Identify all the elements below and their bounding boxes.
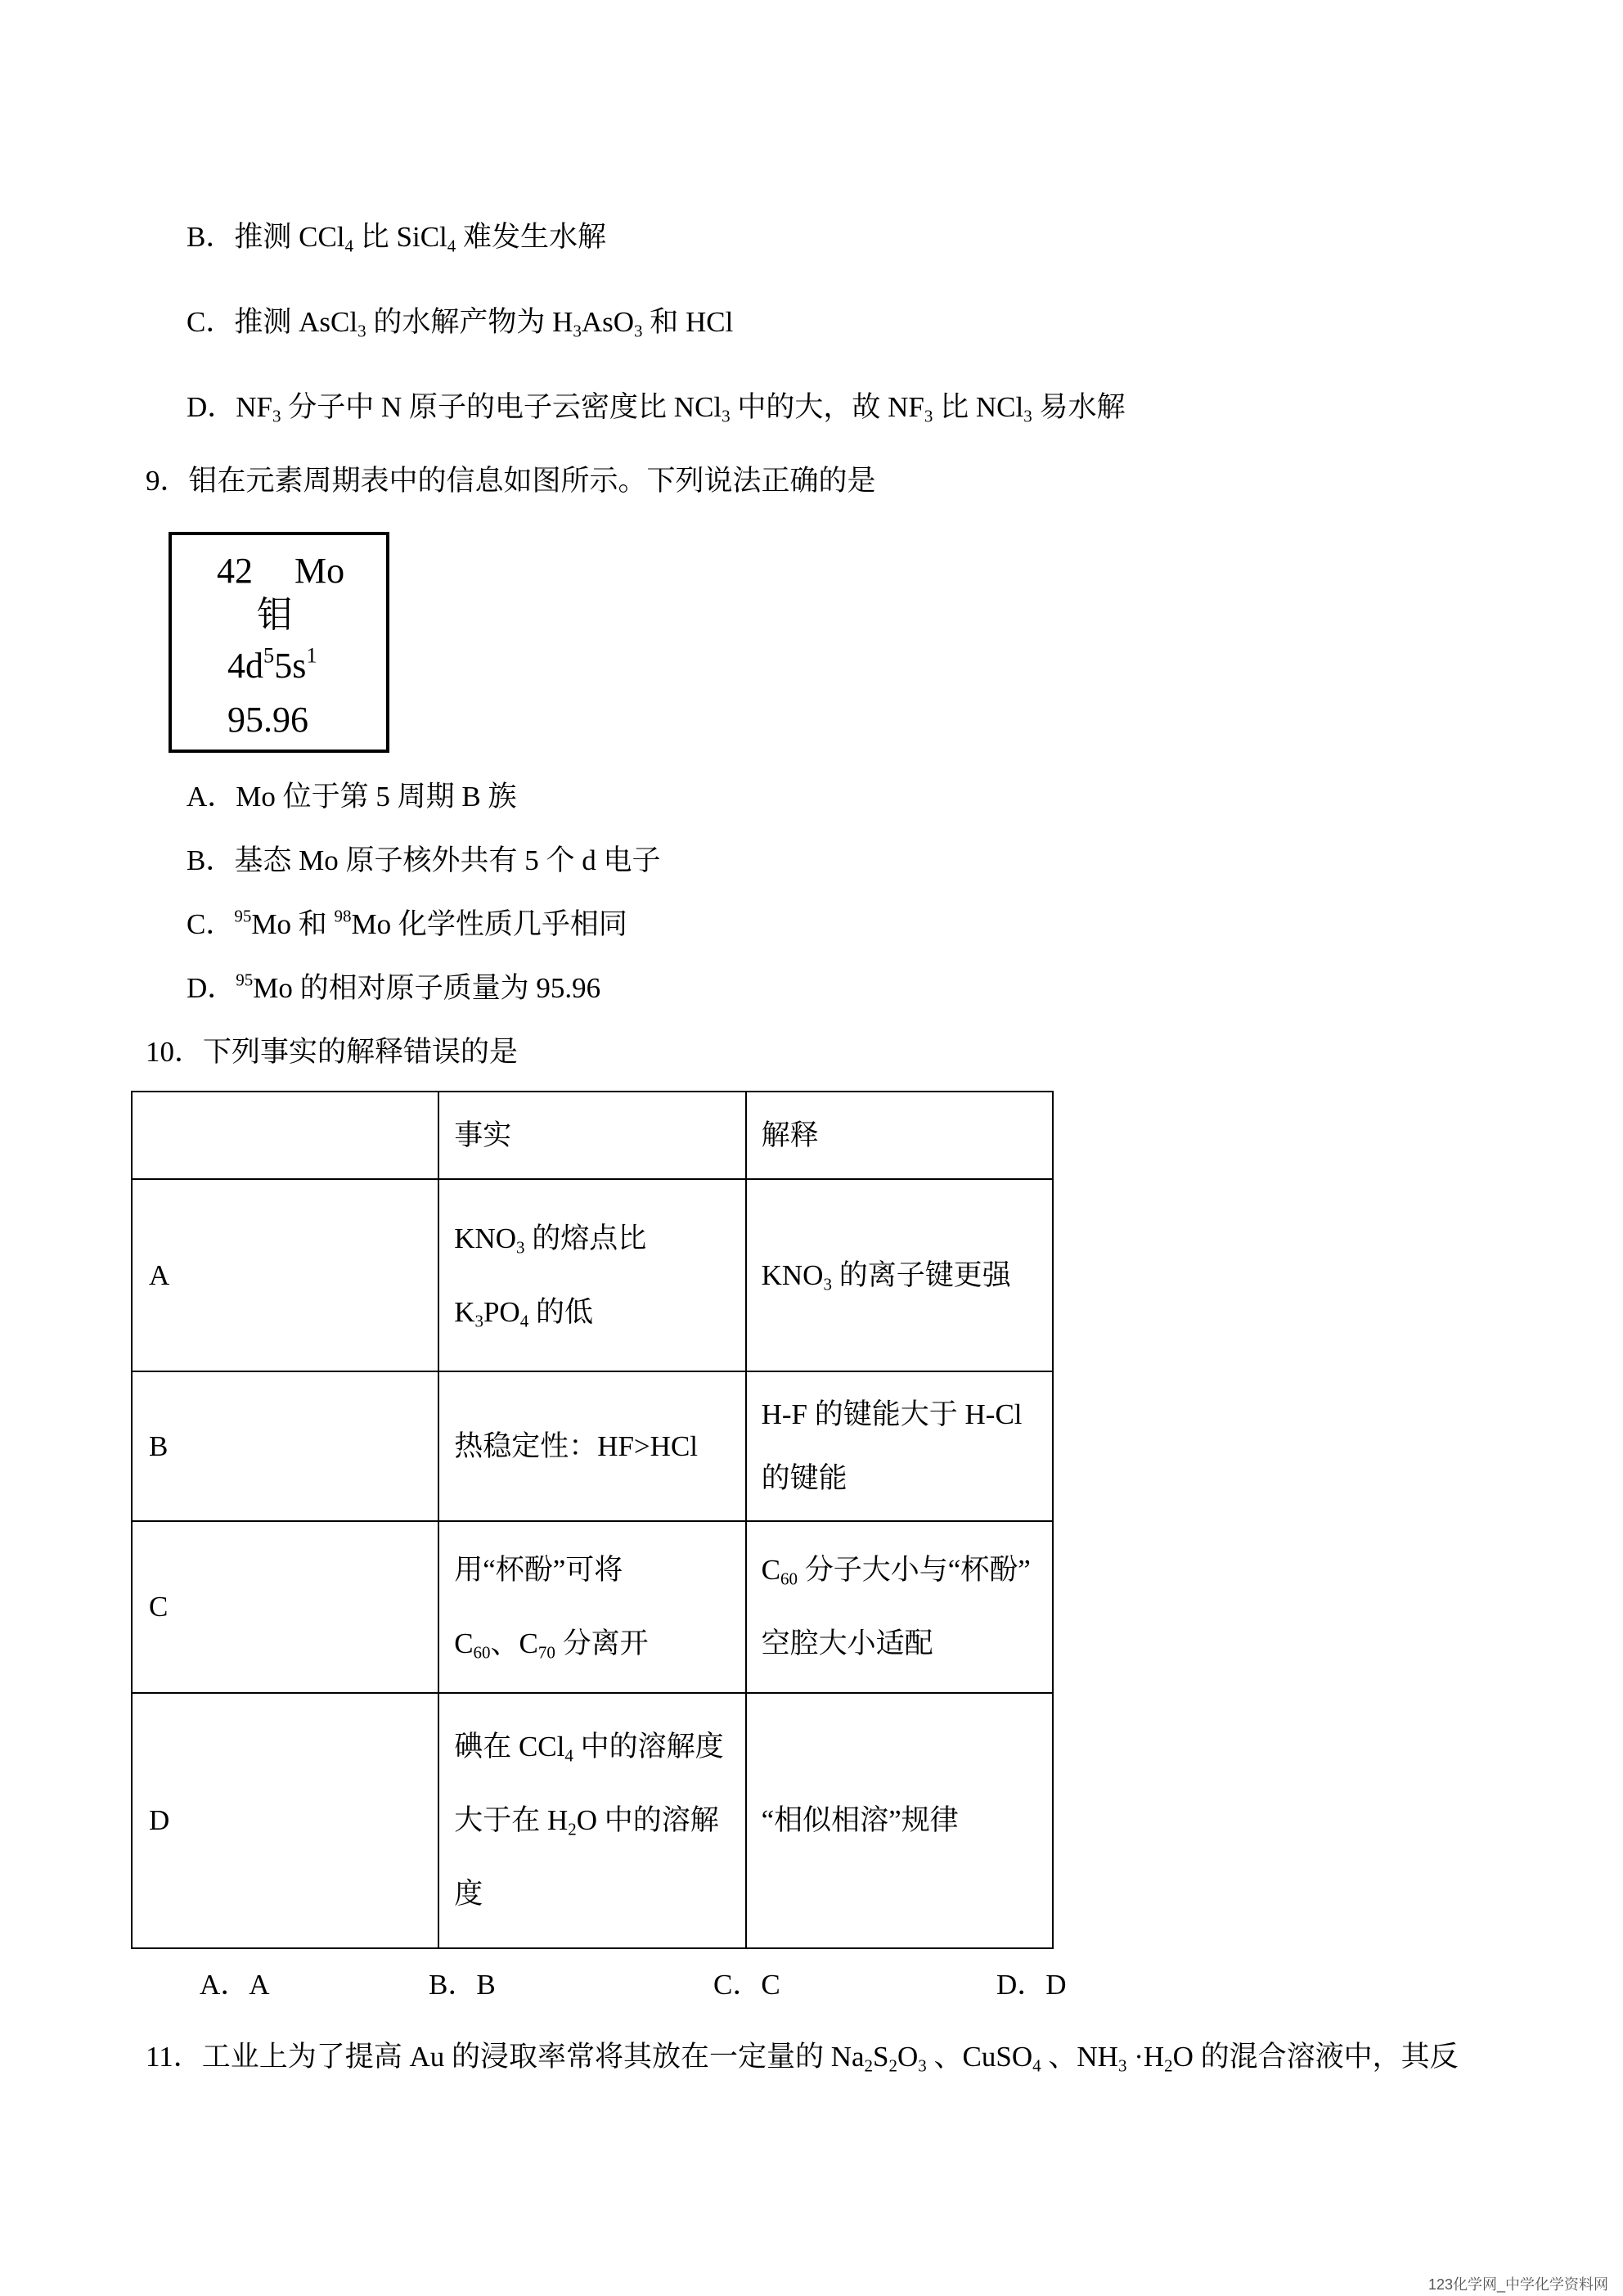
- electron-config: $4d^55s^1$: [227, 642, 317, 686]
- element-card: [169, 532, 389, 753]
- row-label-a: A: [132, 1179, 438, 1371]
- q9-option-a: A．Mo 位于第 5 周期 B 族: [187, 781, 517, 813]
- row-label-c: C: [132, 1521, 438, 1693]
- choice-a: A．A: [200, 1969, 270, 2001]
- q8-option-b: B．推测 CCl$_4$ 比 SiCl$_4$ 难发生水解: [187, 221, 607, 256]
- facts-table: [131, 1091, 1054, 1949]
- q9-option-b: B．基态 Mo 原子核外共有 5 个 d 电子: [187, 844, 661, 876]
- row-b-fact: 热稳定性：HF>HCl: [438, 1371, 745, 1521]
- q10-stem: 10．下列事实的解释错误的是: [146, 1036, 519, 1068]
- q9-stem: 9．钼在元素周期表中的信息如图所示。下列说法正确的是: [146, 465, 876, 497]
- row-c-fact: 用“杯酚”可将 $C_{60}$、$C_{70}$ 分离开: [438, 1521, 745, 1693]
- row-c-explain: $C_{60}$ 分子大小与“杯酚” 空腔大小适配: [746, 1521, 1053, 1693]
- footer-watermark: 123化学网_中学化学资料网: [1427, 2276, 1608, 2293]
- q8-option-d: D．$NF_3$ 分子中 N 原子的电子云密度比 NCl$_3$ 中的大，故 $NF_3$ 比 NCl$_3$ 易水解: [187, 391, 1126, 426]
- q8-option-c: C．推测 AsCl$_3$ 的水解产物为 $H_3AsO_3$ 和 HCl: [187, 306, 734, 341]
- row-label-d: D: [132, 1693, 438, 1948]
- table-header-blank: [132, 1092, 438, 1179]
- table-header-row: [132, 1092, 1053, 1179]
- row-a-fact: $KNO_3$ 的熔点比 $K_3PO_4$ 的低: [438, 1179, 745, 1371]
- table-row: [132, 1521, 1053, 1693]
- row-label-b: B: [132, 1371, 438, 1521]
- table-row: [132, 1693, 1053, 1948]
- row-d-fact: 碘在 CCl$_4$ 中的溶解度 大于在 $H_2O$ 中的溶解 度: [438, 1693, 745, 1948]
- atomic-number: 42: [217, 551, 253, 591]
- table-header-fact: 事实: [438, 1092, 745, 1179]
- atomic-mass: 95.96: [227, 700, 308, 740]
- choice-b: B．B: [429, 1969, 496, 2001]
- choice-d: D．D: [996, 1969, 1067, 2001]
- choice-c: C．C: [713, 1969, 780, 2001]
- element-name: 钼: [257, 595, 293, 635]
- row-b-explain: H-F 的键能大于 H-Cl 的键能: [746, 1371, 1053, 1521]
- q9-option-c: C．$^{95}$Mo 和 $^{98}$Mo 化学性质几乎相同: [187, 906, 627, 940]
- table-header-explain: 解释: [746, 1092, 1053, 1179]
- table-row: [132, 1179, 1053, 1371]
- row-d-explain: “相似相溶”规律: [746, 1693, 1053, 1948]
- q9-option-d: D．$^{95}$Mo 的相对原子质量为 95.96: [187, 970, 601, 1004]
- table-row: [132, 1371, 1053, 1521]
- element-symbol: Mo: [294, 551, 345, 591]
- q11-stem: 11．工业上为了提高 Au 的浸取率常将其放在一定量的 $Na_2S_2O_3$ 、CuSO$_4$ 、$NH_3 \cdot H_2O$ 的混合溶液中，其反: [146, 2041, 1459, 2076]
- row-a-explain: $KNO_3$ 的离子键更强: [746, 1179, 1053, 1371]
